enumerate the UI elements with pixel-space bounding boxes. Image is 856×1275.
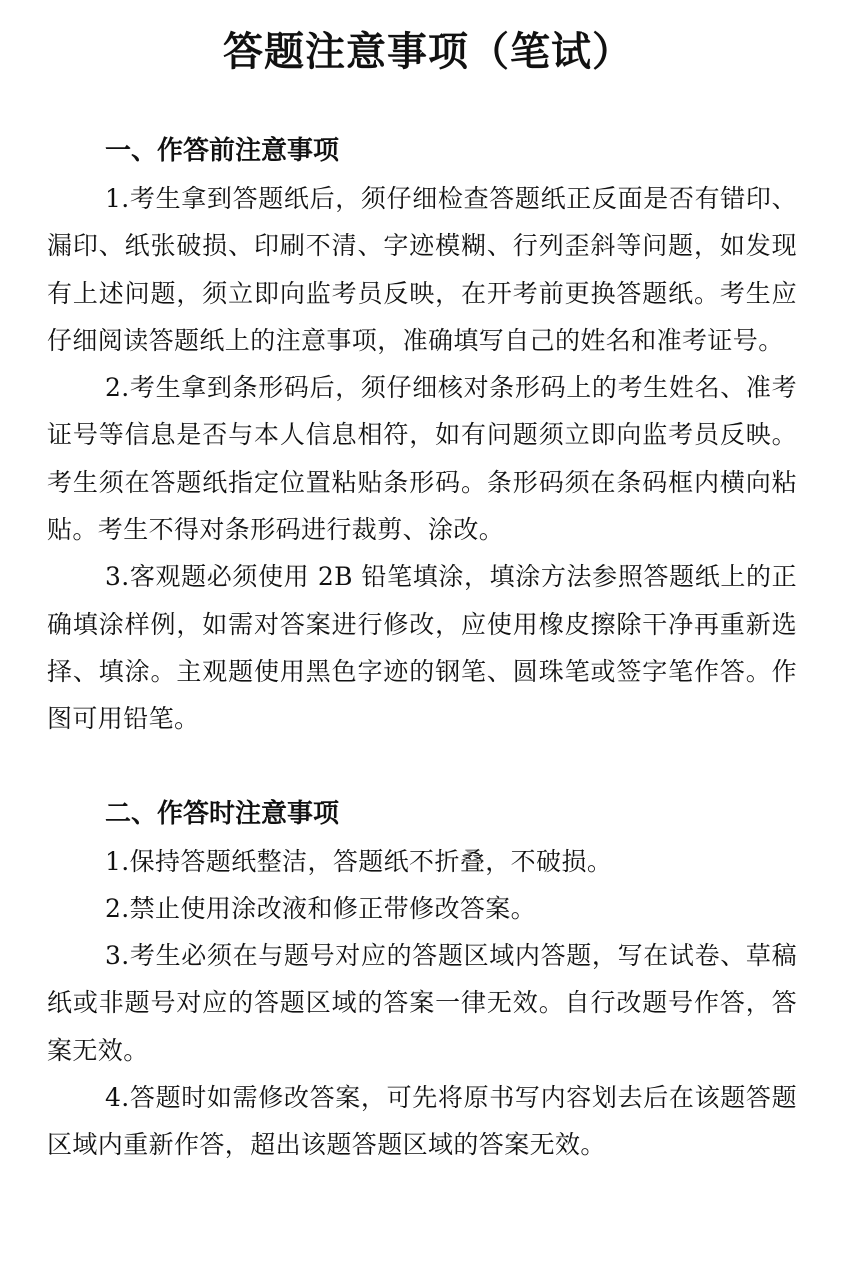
section-while-answering — [47, 791, 797, 1169]
section-heading: 一、作答前注意事项 — [105, 136, 340, 166]
document-body — [47, 128, 797, 1169]
paragraph: 2.禁止使用涂改液和修正带修改答案。 — [105, 893, 537, 923]
paragraph: 4.答题时如需修改答案，可先将原书写内容划去后在该题答题区域内重新作答，超出该题答题区域的答案无效。 — [47, 1083, 797, 1160]
paragraph: 1.考生拿到答题纸后，须仔细检查答题纸正反面是否有错印、漏印、纸张破损、印刷不清、字迹模糊、行列歪斜等问题，如发现有上述问题，须立即向监考员反映，在开考前更换答题纸。考生应仔细阅读答题纸上的注意事项，准确填写自己的姓名和准考证号。 — [47, 184, 797, 355]
paragraph: 1.保持答题纸整洁，答题纸不折叠，不破损。 — [105, 846, 613, 876]
section-before-answering — [47, 128, 797, 743]
section-heading: 二、作答时注意事项 — [105, 798, 340, 829]
paragraph: 2.考生拿到条形码后，须仔细核对条形码上的考生姓名、准考证号等信息是否与本人信息相符，如有问题须立即向监考员反映。考生须在答题纸指定位置粘贴条形码。条形码须在条码框内横向粘贴。考生不得对条形码进行裁剪、涂改。 — [47, 373, 797, 545]
document-title: 答题注意事项（笔试） — [223, 29, 633, 75]
paragraph: 3.考生必须在与题号对应的答题区域内答题，写在试卷、草稿纸或非题号对应的答题区域的答案一律无效。自行改题号作答，答案无效。 — [47, 941, 797, 1065]
paragraph: 3.客观题必须使用 2B 铅笔填涂，填涂方法参照答题纸上的正确填涂样例，如需对答案进行修改，应使用橡皮擦除干净再重新选择、填涂。主观题使用黑色字迹的钢笔、圆珠笔或签字笔作答。作图可用铅笔。 — [47, 562, 797, 734]
